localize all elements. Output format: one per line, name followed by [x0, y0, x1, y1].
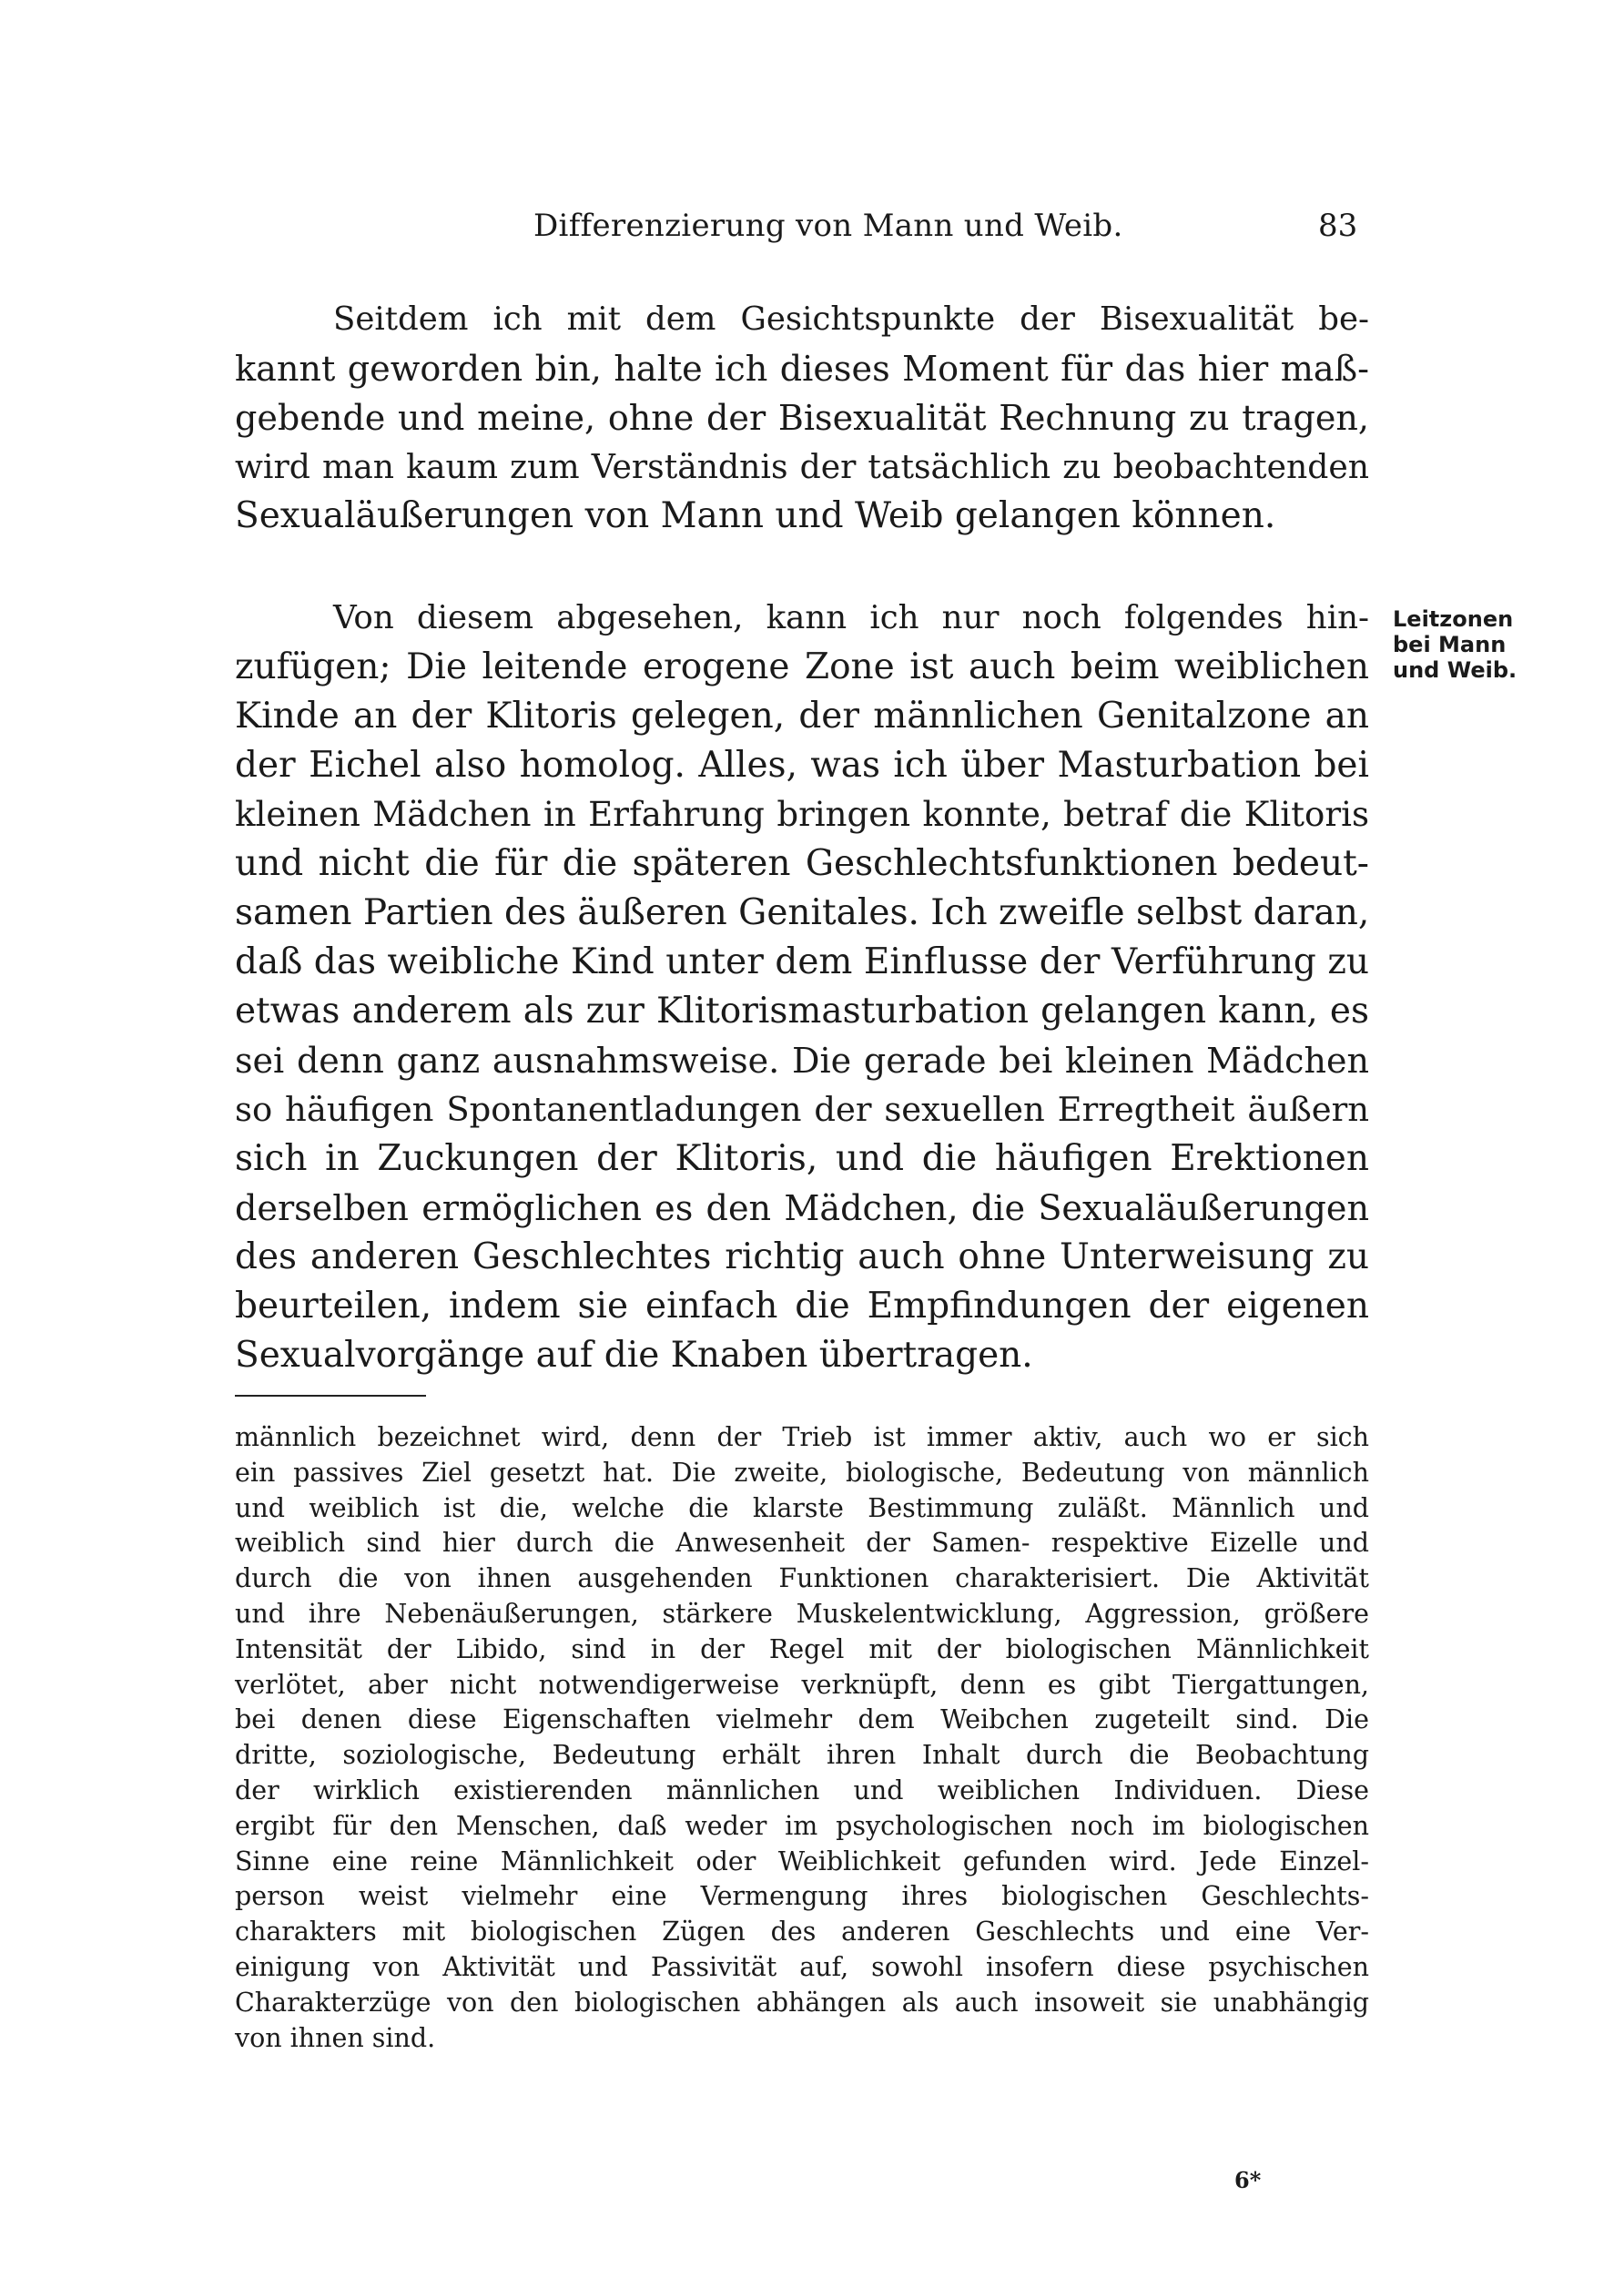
footnote-line: und weiblich ist die, welche die klarste Bestimmung zuläßt. Männlich und [235, 1492, 1369, 1523]
text-line: samen Partien des äußeren Genitales. Ich zweifle selbst daran, [235, 892, 1370, 933]
text-line: kannt geworden bin, halte ich dieses Moment für das hier maß- [235, 349, 1369, 389]
footnote-line: von ihnen sind. [235, 2022, 436, 2053]
paragraph-leading-zones [235, 594, 1369, 1380]
text-line: etwas anderem als zur Klitorismasturbation gelangen kann, es [235, 991, 1369, 1032]
text-line: gebende und meine, ohne der Bisexualität Rechnung zu tragen, [235, 398, 1369, 438]
footnote-line: person weist vielmehr eine Vermengung ihres biologischen Geschlechts- [235, 1881, 1369, 1912]
footnote-line: durch die von ihnen ausgehenden Funktionen charakterisiert. Die Aktivität [235, 1563, 1369, 1594]
text-line: so häufigen Spontanentladungen der sexuellen Erregtheit äußern [235, 1090, 1369, 1129]
running-title: Differenzierung von Mann und Weib. [533, 208, 1123, 244]
footnote-line: ein passives Ziel gesetzt hat. Die zweite, biologische, Bedeutung von männlich [235, 1457, 1369, 1488]
footnote-line: Intensität der Libido, sind in der Regel mit der biologischen Männlichkeit [235, 1633, 1369, 1664]
footnote [235, 1420, 1369, 2056]
text-line: und nicht die für die späteren Geschlechtsfunktionen bedeut- [235, 843, 1369, 884]
margin-note-line: und Weib. [1393, 657, 1517, 683]
text-line: der Eichel also homolog. Alles, was ich über Masturbation bei [235, 745, 1369, 786]
footnote-line: dritte, soziologische, Bedeutung erhält ihren Inhalt durch die Beobachtung [235, 1740, 1369, 1771]
text-line: beurteilen, indem sie einfach die Empfindungen der eigenen [235, 1286, 1369, 1327]
footnote-line: Sinne eine reine Männlichkeit oder Weiblichkeit gefunden wird. Jede Einzel- [235, 1846, 1369, 1876]
footnote-line: verlötet, aber nicht notwendigerweise verknüpft, denn es gibt Tiergattungen, [235, 1669, 1369, 1700]
margin-note-line: Leitzonen [1393, 606, 1514, 632]
footnote-line: männlich bezeichnet wird, denn der Trieb ist immer aktiv, auch wo er sich [235, 1422, 1369, 1452]
text-line: sich in Zuckungen der Klitoris, und die häufigen Erektionen [235, 1138, 1369, 1179]
text-line: sei denn ganz ausnahmsweise. Die gerade bei kleinen Mädchen [235, 1041, 1369, 1081]
footnote-line: bei denen diese Eigenschaften vielmehr dem Weibchen zugeteilt sind. Die [235, 1704, 1369, 1735]
text-line: daß das weibliche Kind unter dem Einflusse der Verführung zu [235, 941, 1369, 982]
text-line: wird man kaum zum Verständnis der tatsächlich zu beobachtenden [235, 447, 1369, 486]
text-line: Seitdem ich mit dem Gesichtspunkte der Bisexualität be- [333, 300, 1369, 338]
text-line: Sexualvorgänge auf die Knaben übertragen. [235, 1335, 1033, 1376]
footnote-line: ergibt für den Menschen, daß weder im psychologischen noch im biologischen [235, 1810, 1369, 1841]
footnote-line: der wirklich existierenden männlichen und weiblichen Individuen. Diese [235, 1774, 1369, 1805]
footnote-line: Charakterzüge von den biologischen abhängen als auch insoweit sie unabhängig [235, 1987, 1369, 2018]
text-line: Sexualäußerungen von Mann und Weib gelangen können. [235, 495, 1276, 536]
text-line: des anderen Geschlechtes richtig auch ohne Unterweisung zu [235, 1236, 1369, 1277]
footnote-line: weiblich sind hier durch die Anwesenheit der Samen- respektive Eizelle und [235, 1528, 1369, 1559]
footnote-line: charakters mit biologischen Zügen des anderen Geschlechts und eine Ver- [235, 1917, 1369, 1947]
footnote-line: einigung von Aktivität und Passivität auf, sowohl insofern diese psychischen [235, 1951, 1369, 1982]
text-line: kleinen Mädchen in Erfahrung bringen konnte, betraf die Klitoris [235, 795, 1369, 834]
text-line: Kinde an der Klitoris gelegen, der männlichen Genitalzone an [235, 696, 1369, 737]
footnote-divider [235, 1395, 426, 1397]
text-line: zufügen; Die leitende erogene Zone ist auch beim weiblichen [235, 646, 1369, 687]
footnote-line: und ihre Nebenäußerungen, stärkere Muskelentwicklung, Aggression, größere [235, 1598, 1369, 1629]
margin-note-line: bei Mann [1393, 632, 1507, 657]
signature-mark: 6* [1234, 2167, 1262, 2193]
text-line: derselben ermöglichen es den Mädchen, die Sexualäußerungen [235, 1188, 1369, 1228]
text-line: Von diesem abgesehen, kann ich nur noch folgendes hin- [333, 599, 1369, 636]
page-number: 83 [1318, 208, 1358, 244]
margin-note [1393, 606, 1575, 683]
paragraph-bisexuality [235, 295, 1369, 541]
